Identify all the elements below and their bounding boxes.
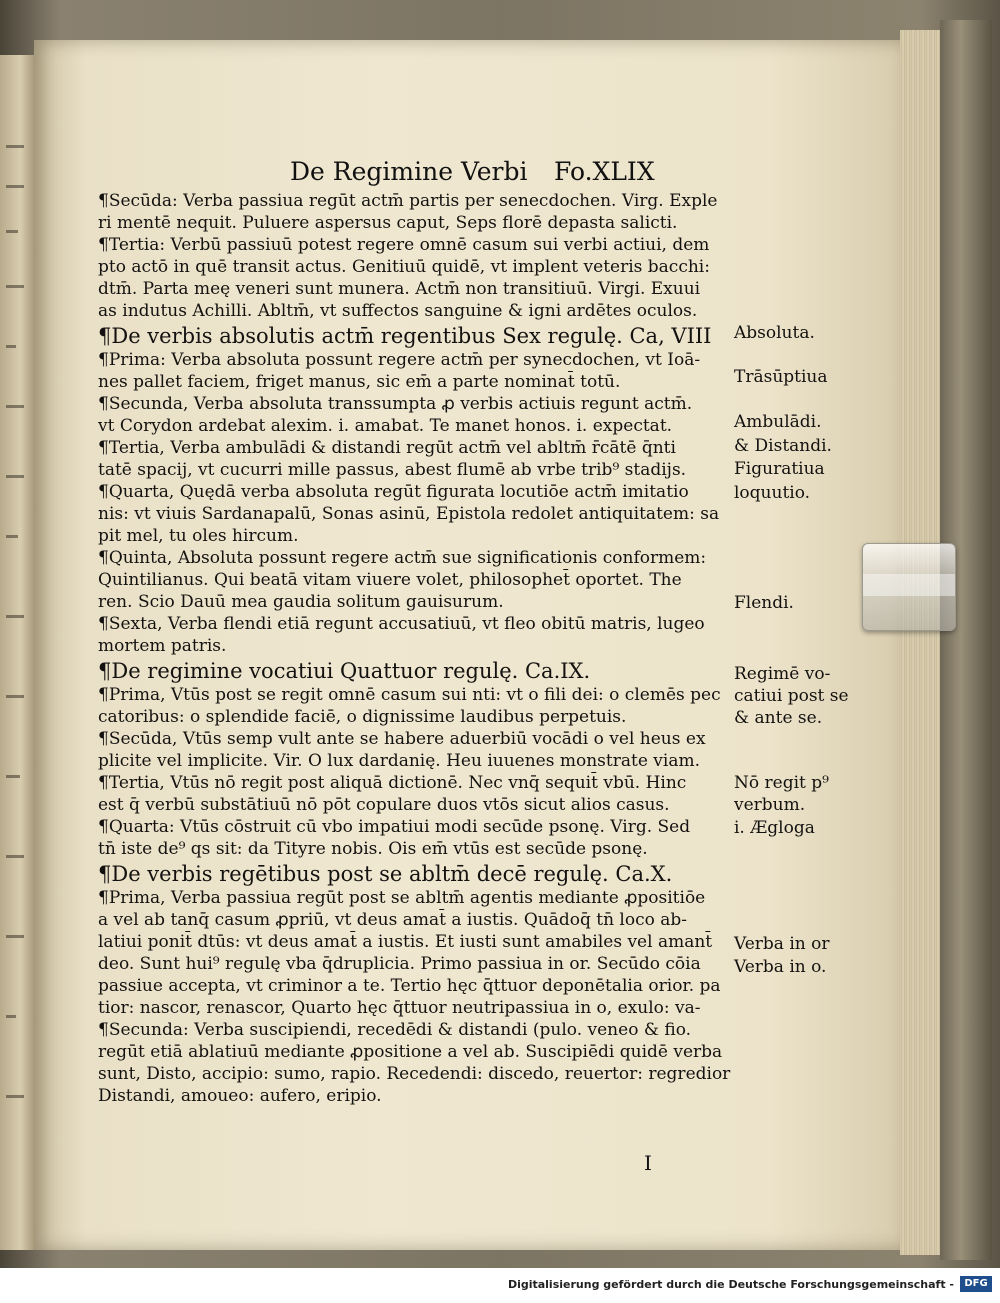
margin-note: i. Ægloga: [734, 818, 815, 838]
text-line: vt Corydon ardebat alexim. i. amabat. Te manet honos. i. expectat.: [98, 416, 673, 436]
text-line: ¶Secunda, Verba absoluta transsumpta ꝓ verbis actiuis regunt actm̄.: [98, 394, 693, 414]
text-line: ¶Tertia, Vtūs nō regit post aliquā dictionē. Nec vnq̄ sequit̄ vbū. Hinc: [98, 773, 687, 793]
text-line: nes pallet faciem, friget manus, sic em̄ a parte nominat̄ totū.: [98, 372, 621, 392]
text-line: pto actō in quē transit actus. Genitiuū quidē, vt implent veteris bacchi:: [98, 257, 710, 277]
left-page-text-fragments: [6, 55, 30, 1250]
text-line: deo. Sunt hui⁹ regulę vba q̄druplicia. Primo passiua in or. Secūdo cōia: [98, 954, 701, 974]
text-line: mortem patris.: [98, 636, 227, 656]
margin-note: Regimē vo-: [734, 664, 831, 684]
margin-note: & ante se.: [734, 708, 823, 728]
text-line: dtm̄. Parta meę veneri sunt munera. Actm̄ non transitiuū. Virgi. Exuui: [98, 279, 701, 299]
left-page-edge: [0, 55, 35, 1250]
header-title: De Regimine Verbi: [290, 157, 528, 186]
text-line: Quintilianus. Qui beatā vitam viuere volet, philosophet̄ oportet. The: [98, 570, 682, 590]
margin-note: Verba in or: [734, 934, 830, 954]
main-text-block: [98, 190, 758, 1107]
text-line: Distandi, amoueo: aufero, eripio.: [98, 1086, 382, 1106]
text-line: latiui ponit̄ dtūs: vt deus amat̄ a iustis. Et iusti sunt amabiles vel amant̄: [98, 932, 713, 952]
margin-note: Flendi.: [734, 593, 794, 613]
text-line: regūt etiā ablatiuū mediante ꝓpositione a vel ab. Suscipiēdi quidē verba: [98, 1042, 723, 1062]
margin-note: Trāsūptiua: [734, 367, 828, 387]
text-line: ¶Tertia: Verbū passiuū potest regere omnē casum sui verbi actiui, dem: [98, 235, 710, 255]
book-page: [34, 40, 900, 1250]
margin-note: Ambulādi.: [734, 412, 822, 432]
text-line: ¶Quinta, Absoluta possunt regere actm̄ sue significationis conformem:: [98, 548, 707, 568]
text-line: ¶Secunda: Verba suscipiendi, recedēdi & distandi (pulo. veneo & fio.: [98, 1020, 692, 1040]
section-heading: ¶De verbis absolutis actm̄ regentibus Sex regulę. Ca, VIII: [98, 324, 712, 348]
text-line: ri mentē nequit. Puluere aspersus caput, Seps florē depasta salicti.: [98, 213, 678, 233]
text-line: est q̄ verbū substātiuū nō pōt copulare duos vtōs sicut alios casus.: [98, 795, 670, 815]
margin-note: & Distandi.: [734, 436, 832, 456]
margin-note: catiui post se: [734, 686, 849, 706]
text-line: ¶Quarta, Quędā verba absoluta regūt figurata locutiōe actm̄ imitatio: [98, 482, 689, 502]
margin-note: Nō regit p⁹: [734, 773, 829, 793]
text-line: nis: vt viuis Sardanapalū, Sonas asinū, Epistola redolet antiquitatem: sa: [98, 504, 720, 524]
text-line: sunt, Disto, accipio: sumo, rapio. Recedendi: discedo, reuertor: regredior: [98, 1064, 731, 1084]
text-line: ¶Prima: Verba absoluta possunt regere actm̄ per synecdochen, vt Ioā-: [98, 350, 701, 370]
text-line: tior: nascor, renascor, Quarto hęc q̄ttuor neutripassiua in o, exulo: va-: [98, 998, 701, 1018]
text-line: ¶Sexta, Verba flendi etiā regunt accusatiuū, vt fleo obitū matris, lugeo: [98, 614, 705, 634]
text-line: plicite vel implicite. Vir. O lux dardanię. Heu iuuenes monstrate viam.: [98, 751, 700, 771]
signature-mark: I: [644, 1151, 652, 1175]
funding-credit: Digitalisierung gefördert durch die Deutsche Forschungsgemeinschaft -: [507, 1278, 954, 1291]
text-line: as indutus Achilli. Abltm̄, vt suffectos sanguine & igni ardētes oculos.: [98, 301, 698, 321]
text-line: ¶Secūda, Vtūs semp vult ante se habere aduerbiū vocādi o vel heus ex: [98, 729, 706, 749]
folio-number: Fo.XLIX: [554, 157, 655, 186]
text-line: ren. Scio Dauū mea gaudia solitum gauisurum.: [98, 592, 504, 612]
text-line: pit mel, tu oles hircum.: [98, 526, 299, 546]
text-line: tn̄ iste de⁹ qs sit: da Tityre nobis. Ois em̄ vtūs est secūde psonę.: [98, 839, 648, 859]
margin-note: Figuratiua: [734, 459, 825, 479]
text-line: ¶Prima, Vtūs post se regit omnē casum sui nti: vt o fili dei: o clemēs pec: [98, 685, 721, 705]
margin-note: Verba in o.: [734, 957, 827, 977]
back-board: [940, 20, 992, 1260]
text-line: a vel ab tanq̄ casum ꝓpriū, vt deus amat̄ a iustis. Quādoq̄ tn̄ loco ab-: [98, 910, 688, 930]
text-line: tatē spacij, vt cucurri mille passus, abest flumē ab vrbe trib⁹ stadijs.: [98, 460, 687, 480]
text-line: passiue accepta, vt criminor a te. Tertio hęc q̄ttuor deponētalia orior. pa: [98, 976, 721, 996]
footer-bar: [0, 1268, 1000, 1303]
text-line: ¶Prima, Verba passiua regūt post se abltm̄ agentis mediante ꝓpositiōe: [98, 888, 706, 908]
running-header: [34, 157, 900, 193]
margin-note: verbum.: [734, 795, 806, 815]
page-block-edges: [900, 30, 940, 1255]
dfg-logo: DFG: [960, 1276, 992, 1292]
section-heading: ¶De regimine vocatiui Quattuor regulę. Ca.IX.: [98, 659, 591, 683]
text-line: catoribus: o splendide faciē, o dignissime laudibus perpetuis.: [98, 707, 627, 727]
text-line: ¶Quarta: Vtūs cōstruit cū vbo impatiui modi secūde psonę. Virg. Sed: [98, 817, 691, 837]
text-line: ¶Secūda: Verba passiua regūt actm̄ partis per senecdochen. Virg. Exple: [98, 191, 718, 211]
text-line: ¶Tertia, Verba ambulādi & distandi regūt actm̄ vel abltm̄ r̄cātē q̄nti: [98, 438, 676, 458]
section-heading: ¶De verbis regētibus post se abltm̄ decē regulę. Ca.X.: [98, 862, 673, 886]
margin-note: loquutio.: [734, 483, 811, 503]
margin-note: Absoluta.: [734, 323, 815, 343]
page-clip: [862, 543, 956, 631]
